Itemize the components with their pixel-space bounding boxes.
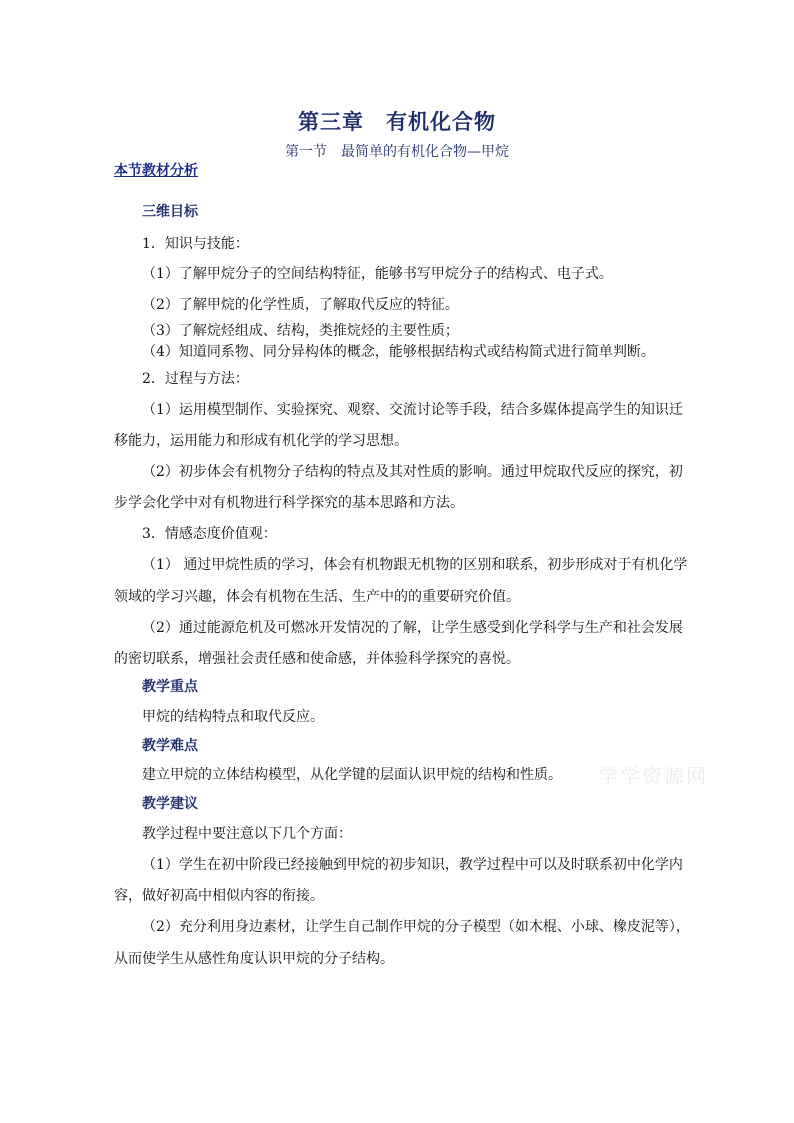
process-item: 步学会化学中对有机物进行科学探究的基本思路和方法。 bbox=[114, 495, 464, 511]
attitude-heading: 3．情感态度价值观： bbox=[142, 526, 277, 542]
objectives-heading: 三维目标 bbox=[142, 204, 198, 220]
knowledge-item: （3）了解烷烃组成、结构，类推烷烃的主要性质； bbox=[142, 323, 459, 339]
knowledge-item: （1）了解甲烷分子的空间结构特征，能够书写甲烷分子的结构式、电子式。 bbox=[142, 266, 613, 282]
process-item: （2）初步体会有机物分子结构的特点及其对性质的影响。通过甲烷取代反应的探究，初 bbox=[142, 464, 683, 480]
suggestion-item: 容，做好初高中相似内容的衔接。 bbox=[114, 888, 324, 904]
analysis-link[interactable]: 本节教材分析 bbox=[114, 163, 198, 179]
difficulties-heading: 教学难点 bbox=[142, 738, 198, 754]
attitude-item: 领域的学习兴趣，体会有机物在生活、生产中的的重要研究价值。 bbox=[114, 589, 520, 605]
knowledge-item: （2）了解甲烷的化学性质，了解取代反应的特征。 bbox=[142, 297, 459, 313]
watermark: 学学资源网 bbox=[598, 764, 708, 788]
suggestion-item: 从而使学生从感性角度认识甲烷的分子结构。 bbox=[114, 951, 394, 967]
process-heading: 2．过程与方法： bbox=[142, 371, 249, 387]
chapter-title: 第三章 有机化合物 bbox=[298, 109, 496, 134]
section-title: 第一节 最简单的有机化合物—甲烷 bbox=[285, 144, 509, 160]
suggestions-intro: 教学过程中要注意以下几个方面： bbox=[142, 826, 352, 842]
key-points-text: 甲烷的结构特点和取代反应。 bbox=[142, 709, 324, 725]
attitude-item: （2）通过能源危机及可燃冰开发情况的了解，让学生感受到化学科学与生产和社会发展 bbox=[142, 620, 683, 636]
attitude-item: （1） 通过甲烷性质的学习，体会有机物跟无机物的区别和联系，初步形成对于有机化学 bbox=[142, 557, 688, 573]
process-item: （1）运用模型制作、实验探究、观察、交流讨论等手段，结合多媒体提高学生的知识迁 bbox=[142, 402, 683, 418]
knowledge-item: （4）知道同系物、同分异构体的概念，能够根据结构式或结构简式进行简单判断。 bbox=[142, 344, 655, 360]
knowledge-heading: 1．知识与技能： bbox=[142, 236, 249, 252]
difficulties-text: 建立甲烷的立体结构模型，从化学键的层面认识甲烷的结构和性质。 bbox=[142, 767, 562, 783]
attitude-item: 的密切联系，增强社会责任感和使命感，并体验科学探究的喜悦。 bbox=[114, 651, 520, 667]
suggestion-item: （1）学生在初中阶段已经接触到甲烷的初步知识，教学过程中可以及时联系初中化学内 bbox=[142, 857, 683, 873]
suggestions-heading: 教学建议 bbox=[142, 796, 198, 812]
suggestion-item: （2）充分利用身边素材，让学生自己制作甲烷的分子模型（如木棍、小球、橡皮泥等）， bbox=[142, 919, 690, 935]
process-item: 移能力，运用能力和形成有机化学的学习思想。 bbox=[114, 433, 408, 449]
key-points-heading: 教学重点 bbox=[142, 679, 198, 695]
